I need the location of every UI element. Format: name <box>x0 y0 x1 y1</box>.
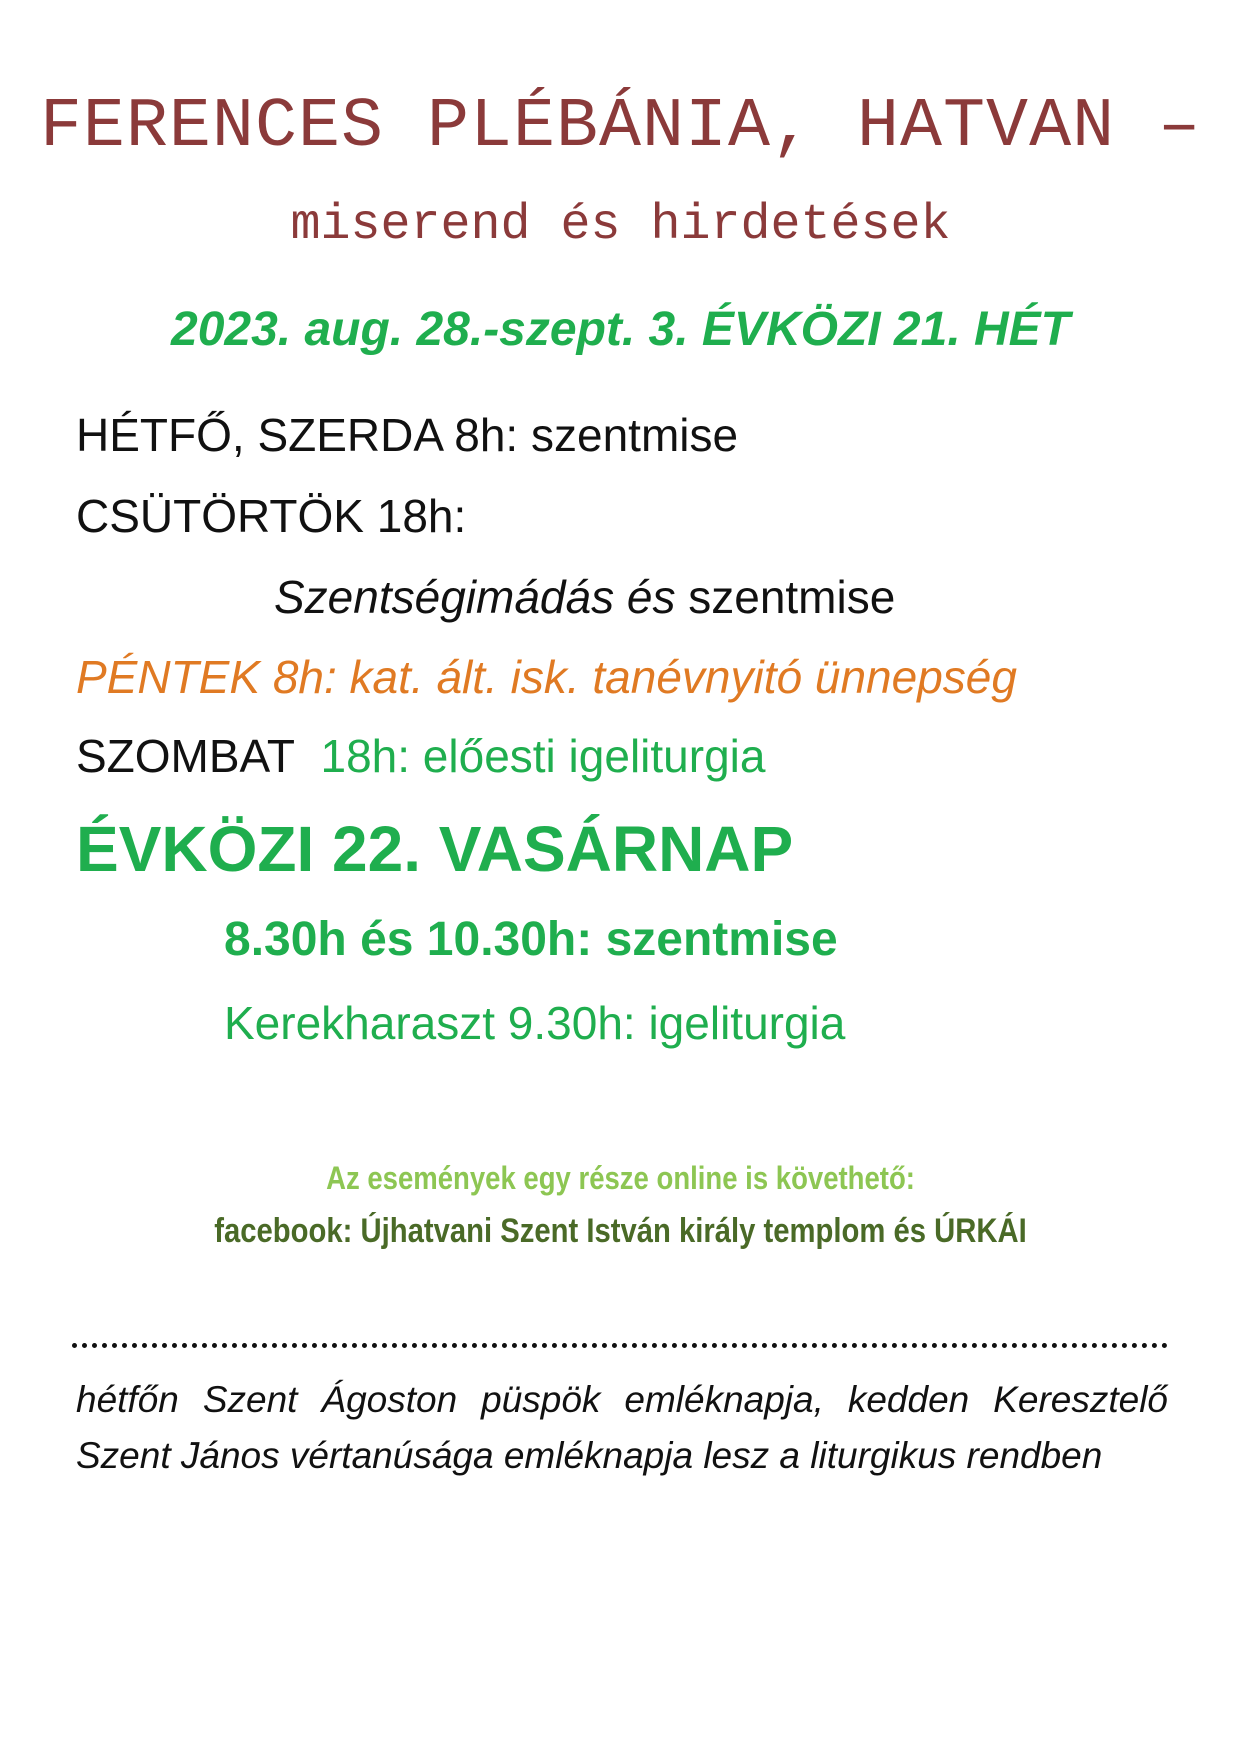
thursday-adoration: Szentségimádás és <box>274 571 676 623</box>
schedule-saturday <box>76 726 765 786</box>
week-heading: 2023. aug. 28.-szept. 3. ÉVKÖZI 21. HÉT <box>171 303 1070 356</box>
subtitle: miserend és hirdetések <box>290 197 951 254</box>
sunday-heading: ÉVKÖZI 22. VASÁRNAP <box>76 813 794 885</box>
kerekharaszt-liturgy: Kerekharaszt 9.30h: igeliturgia <box>224 997 846 1049</box>
saturday-detail: 18h: előesti igeliturgia <box>320 730 766 782</box>
thursday-mass: szentmise <box>675 571 896 623</box>
liturgical-note: hétfőn Szent Ágoston püspök emléknapja, kedden Keresztelő Szent János vértanúsága emléknapja lesz a liturgikus rendben <box>76 1379 1168 1476</box>
schedule-monday-wednesday: HÉTFŐ, SZERDA 8h: szentmise <box>76 409 739 461</box>
parish-title: FERENCES PLÉBÁNIA, HATVAN – <box>39 88 1202 167</box>
schedule-thursday: CSÜTÖRTÖK 18h: <box>76 490 467 542</box>
sunday-mass-times: 8.30h és 10.30h: szentmise <box>224 913 838 966</box>
schedule-thursday-detail <box>274 567 895 627</box>
online-note: Az események egy része online is követhető: <box>326 1160 915 1196</box>
saturday-label: SZOMBAT <box>76 730 295 782</box>
facebook-note: facebook: Újhatvani Szent István király templom és ÚRKÁI <box>214 1212 1027 1250</box>
dotted-divider <box>72 1343 1168 1348</box>
schedule-friday: PÉNTEK 8h: kat. ált. isk. tanévnyitó ünnepség <box>76 651 1017 703</box>
